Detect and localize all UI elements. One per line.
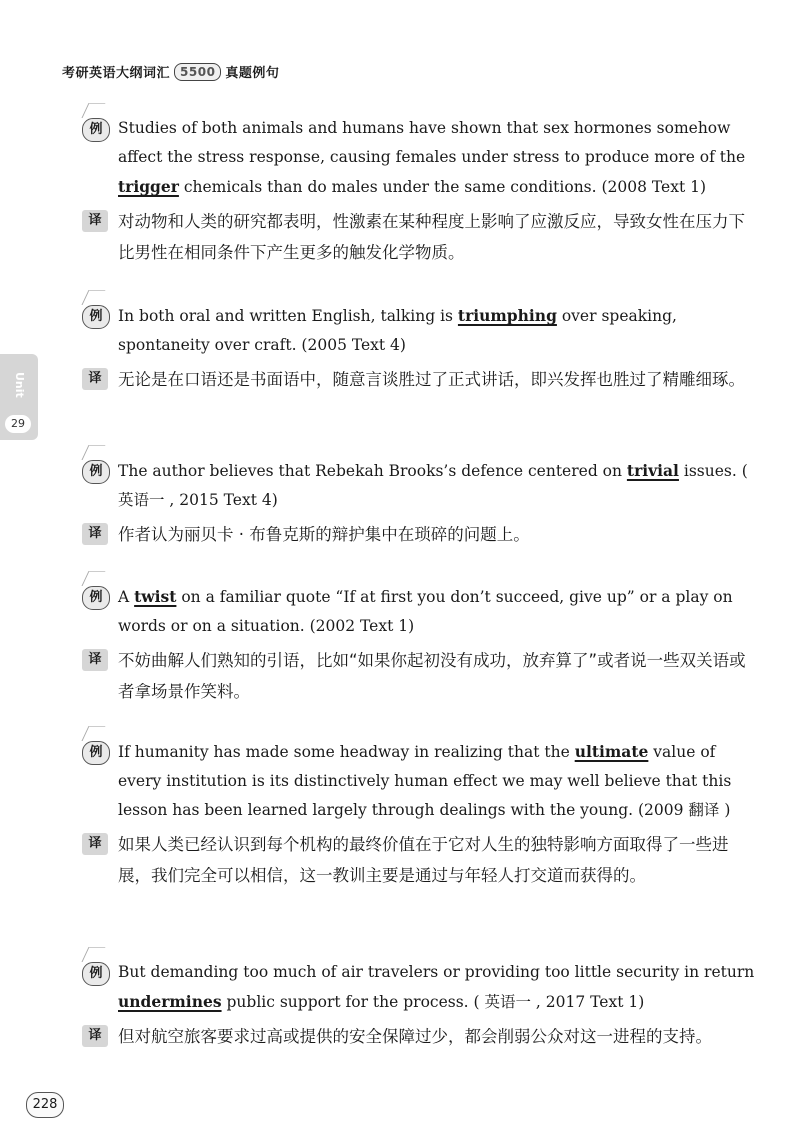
translation: 译 如果人类已经认识到每个机构的最终价值在于它对人生的独特影响方面取得了一些进展，我们完全可以相信，这一教训主要是通过与年轻人打交道而获得的。 [82, 829, 758, 891]
example-entry [82, 582, 758, 707]
example-entry [82, 114, 758, 268]
keyword: undermines [118, 992, 222, 1011]
header-badge: 5500 [174, 63, 221, 81]
translation-marker: 译 [82, 523, 108, 545]
translation: 译 对动物和人类的研究都表明，性激素在某种程度上影响了应激反应，导致女性在压力下比男性在相同条件下产生更多的触发化学物质。 [82, 206, 758, 268]
translation: 译 不妨曲解人们熟知的引语，比如“如果你起初没有成功，放弃算了”或者说一些双关语或者拿场景作笑料。 [82, 645, 758, 707]
translation-marker: 译 [82, 649, 108, 671]
example-marker: 例 [82, 118, 110, 142]
example-marker: 例 [82, 741, 110, 765]
translation-marker: 译 [82, 833, 108, 855]
example-entry [82, 456, 758, 550]
example-marker: 例 [82, 460, 110, 484]
translation-marker: 译 [82, 368, 108, 390]
keyword: ultimate [574, 742, 649, 761]
translation-marker: 译 [82, 1025, 108, 1047]
translation-marker: 译 [82, 210, 108, 232]
unit-number: 29 [5, 415, 31, 433]
example-entry [82, 737, 758, 891]
example-sentence: 例 In both oral and written English, talking is triumphing over speaking, spontaneity over craft. (2005 Text 4) [82, 301, 758, 360]
unit-label: Unit [13, 372, 26, 398]
keyword: twist [134, 587, 177, 606]
example-entry [82, 958, 758, 1052]
running-header [62, 62, 279, 81]
keyword: trigger [118, 177, 179, 196]
unit-side-tab [0, 354, 38, 440]
header-subtitle: 真题例句 [225, 66, 280, 81]
example-sentence: 例 If humanity has made some headway in realizing that the ultimate value of every institution is its distinctively human effect we may well believe that this lesson has been learned largely through dealings with the young. (2009 翻译 ) [82, 737, 758, 825]
translation: 译 无论是在口语还是书面语中，随意言谈胜过了正式讲话，即兴发挥也胜过了精雕细琢。 [82, 364, 758, 395]
example-marker: 例 [82, 305, 110, 329]
page-number: 228 [26, 1092, 64, 1118]
example-marker: 例 [82, 586, 110, 610]
keyword: triumphing [457, 306, 557, 325]
header-title: 考研英语大纲词汇 [62, 66, 171, 81]
example-sentence: 例 A twist on a familiar quote “If at first you don’t succeed, give up” or a play on words or on a situation. (2002 Text 1) [82, 582, 758, 641]
example-entry [82, 301, 758, 395]
example-sentence: 例 Studies of both animals and humans have shown that sex hormones somehow affect the stress response, causing females under stress to produce more of the trigger chemicals than do males under the same conditions. (2008 Text 1) [82, 114, 758, 202]
keyword: trivial [626, 461, 679, 480]
example-sentence: 例 But demanding too much of air travelers or providing too little security in return undermines public support for the process. ( 英语一 , 2017 Text 1) [82, 958, 758, 1017]
example-marker: 例 [82, 962, 110, 986]
translation: 译 作者认为丽贝卡 · 布鲁克斯的辩护集中在琐碎的问题上。 [82, 519, 758, 550]
example-sentence: 例 The author believes that Rebekah Brooks’s defence centered on trivial issues. ( 英语一 , 2015 Text 4) [82, 456, 758, 515]
translation: 译 但对航空旅客要求过高或提供的安全保障过少，都会削弱公众对这一进程的支持。 [82, 1021, 758, 1052]
